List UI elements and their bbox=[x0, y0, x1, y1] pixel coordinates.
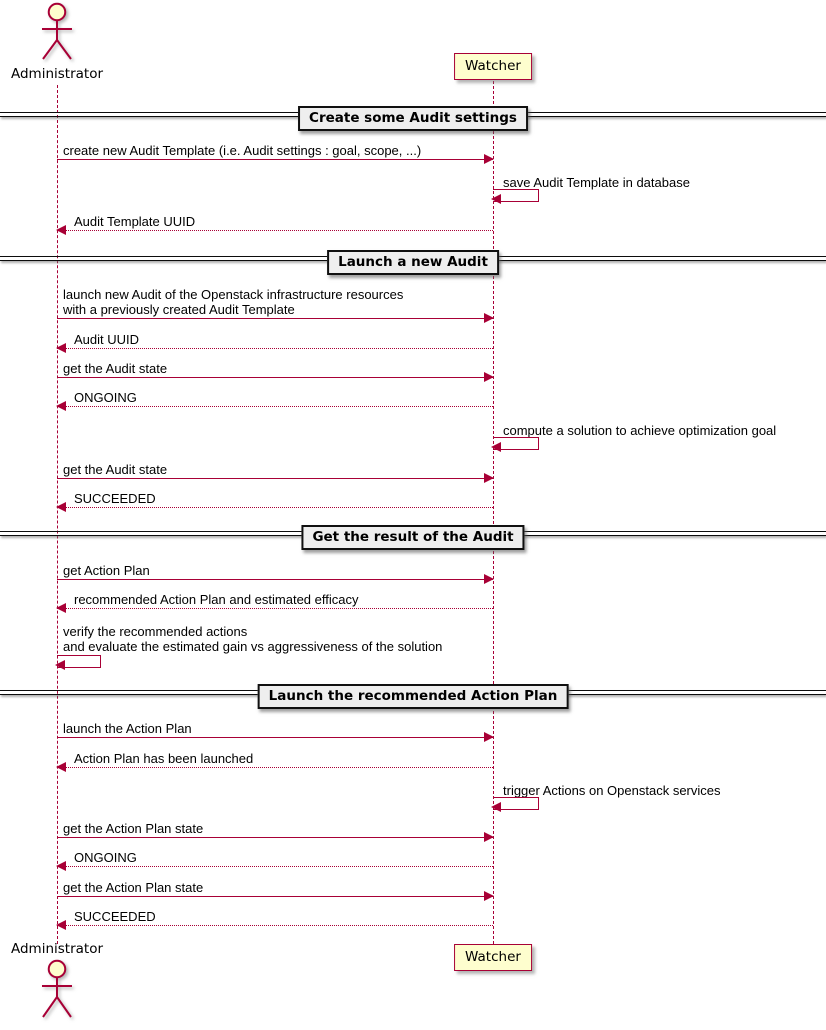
stick-figure-icon bbox=[33, 958, 81, 1024]
message-label: trigger Actions on Openstack services bbox=[503, 783, 721, 798]
arrowhead-left-icon bbox=[56, 762, 66, 772]
message-arrow-solid bbox=[57, 837, 493, 838]
message-label: ONGOING bbox=[74, 390, 137, 405]
actor-administrator-label: Administrator bbox=[10, 66, 104, 82]
message-arrow-return bbox=[57, 608, 493, 609]
actor-administrator-top bbox=[11, 2, 103, 83]
message-arrow-solid bbox=[57, 579, 493, 580]
lifeline-watcher bbox=[493, 81, 494, 944]
message-label: get the Action Plan state bbox=[63, 821, 204, 836]
arrowhead-left-icon bbox=[491, 442, 501, 452]
message-label: create new Audit Template (i.e. Audit settings : goal, scope, ...) bbox=[63, 143, 422, 158]
message-arrow-return bbox=[57, 925, 493, 926]
message-label bbox=[63, 287, 403, 317]
arrowhead-left-icon bbox=[491, 802, 501, 812]
message-arrow-return bbox=[57, 866, 493, 867]
message-arrow-return bbox=[57, 406, 493, 407]
message-arrow-solid bbox=[57, 896, 493, 897]
arrowhead-right-icon bbox=[484, 832, 494, 842]
self-message-arrow bbox=[57, 655, 101, 668]
arrowhead-left-icon bbox=[56, 225, 66, 235]
divider-launch-action-plan bbox=[0, 684, 826, 710]
divider-launch-new-audit bbox=[0, 250, 826, 276]
message-label: compute a solution to achieve optimization goal bbox=[503, 423, 777, 438]
message-arrow-solid bbox=[57, 478, 493, 479]
divider-get-audit-result bbox=[0, 525, 826, 551]
arrowhead-left-icon bbox=[56, 603, 66, 613]
arrowhead-right-icon bbox=[484, 891, 494, 901]
message-label: save Audit Template in database bbox=[503, 175, 690, 190]
message-label-line: launch new Audit of the Openstack infrastructure resources bbox=[63, 287, 404, 302]
arrowhead-left-icon bbox=[56, 401, 66, 411]
message-label: get the Audit state bbox=[63, 361, 168, 376]
message-label bbox=[63, 624, 442, 654]
message-arrow-solid bbox=[57, 318, 493, 319]
message-arrow-solid bbox=[57, 377, 493, 378]
divider-label: Launch a new Audit bbox=[327, 250, 499, 275]
arrowhead-right-icon bbox=[484, 372, 494, 382]
message-arrow-return bbox=[57, 767, 493, 768]
arrowhead-left-icon bbox=[56, 861, 66, 871]
message-label-line: with a previously created Audit Template bbox=[63, 302, 295, 317]
message-label: SUCCEEDED bbox=[74, 491, 156, 506]
message-arrow-solid bbox=[57, 159, 493, 160]
message-arrow-return bbox=[57, 348, 493, 349]
arrowhead-left-icon bbox=[56, 920, 66, 930]
arrowhead-right-icon bbox=[484, 574, 494, 584]
message-arrow-solid bbox=[57, 737, 493, 738]
arrowhead-right-icon bbox=[484, 154, 494, 164]
actor-administrator-label: Administrator bbox=[10, 941, 104, 957]
message-arrow-return bbox=[57, 507, 493, 508]
message-label: get the Audit state bbox=[63, 462, 168, 477]
arrowhead-right-icon bbox=[484, 313, 494, 323]
message-label: Action Plan has been launched bbox=[74, 751, 254, 766]
self-message-arrow bbox=[493, 797, 539, 810]
message-label: launch the Action Plan bbox=[63, 721, 192, 736]
message-label: recommended Action Plan and estimated efficacy bbox=[74, 592, 359, 607]
message-label: Audit Template UUID bbox=[74, 214, 196, 229]
divider-create-audit-settings bbox=[0, 106, 826, 132]
message-label: ONGOING bbox=[74, 850, 137, 865]
participant-watcher-bottom: Watcher bbox=[454, 944, 532, 971]
self-message-arrow bbox=[493, 437, 539, 450]
arrowhead-left-icon bbox=[491, 194, 501, 204]
arrowhead-right-icon bbox=[484, 732, 494, 742]
message-label-line: verify the recommended actions bbox=[63, 624, 248, 639]
stick-figure-icon bbox=[33, 2, 81, 66]
self-message-arrow bbox=[493, 189, 539, 202]
arrowhead-left-icon bbox=[56, 343, 66, 353]
message-label: SUCCEEDED bbox=[74, 909, 156, 924]
arrowhead-left-icon bbox=[56, 502, 66, 512]
divider-label: Create some Audit settings bbox=[298, 106, 528, 131]
message-label: get the Action Plan state bbox=[63, 880, 204, 895]
message-label-line: and evaluate the estimated gain vs aggressiveness of the solution bbox=[63, 639, 443, 654]
lifeline-administrator bbox=[57, 85, 58, 944]
actor-administrator-bottom bbox=[11, 941, 103, 1024]
participant-watcher-top: Watcher bbox=[454, 53, 532, 80]
message-label: get Action Plan bbox=[63, 563, 150, 578]
arrowhead-right-icon bbox=[484, 473, 494, 483]
divider-label: Launch the recommended Action Plan bbox=[258, 684, 569, 709]
divider-label: Get the result of the Audit bbox=[301, 525, 524, 550]
message-label: Audit UUID bbox=[74, 332, 140, 347]
message-arrow-return bbox=[57, 230, 493, 231]
arrowhead-left-icon bbox=[55, 660, 65, 670]
